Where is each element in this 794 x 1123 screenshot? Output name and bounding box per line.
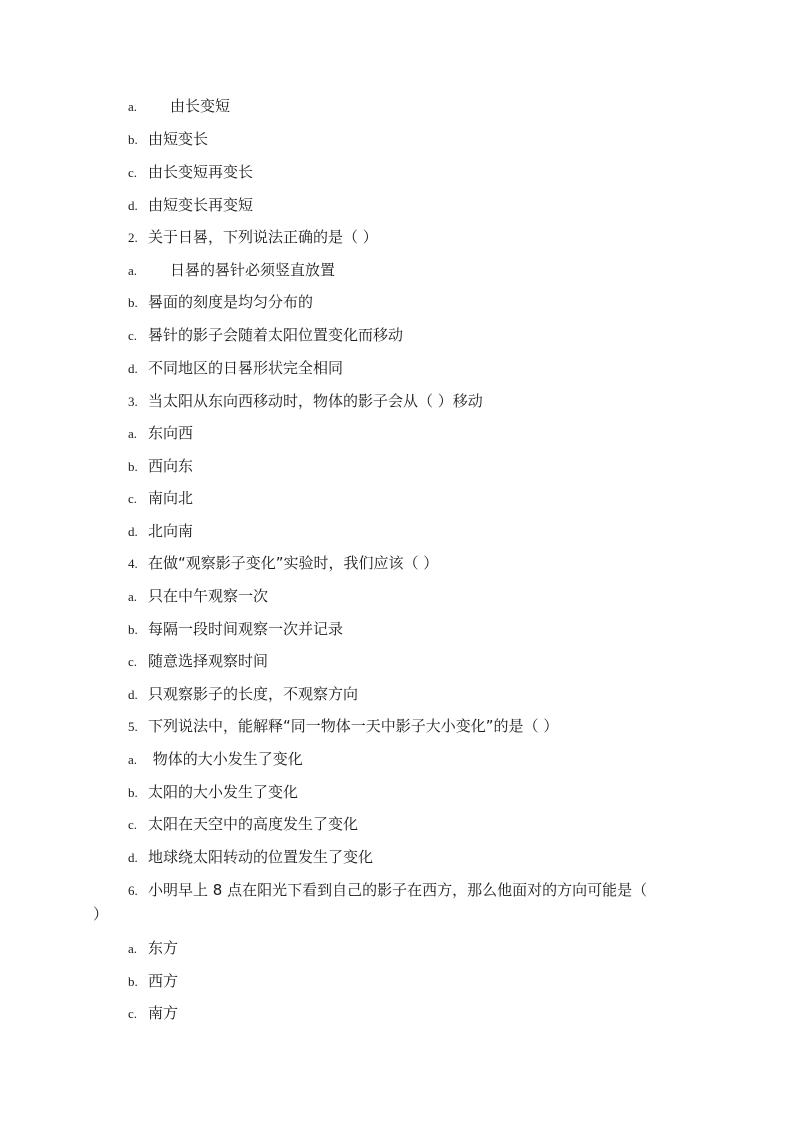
option-marker: a. [128,99,138,114]
option-text: 由长变短 [170,97,231,115]
question-line [128,228,378,247]
option-text: 由长变短再变长 [148,163,254,181]
option-marker: a. [128,589,138,604]
option-marker: a. [128,941,138,956]
question-text: 关于日晷，下列说法正确的是（ ） [148,228,378,246]
option-line [128,489,193,508]
option-line [128,972,178,991]
option-marker: d. [128,687,138,702]
question-number: 3. [128,394,138,409]
option-line [128,163,253,182]
option-text: 晷面的刻度是均匀分布的 [148,293,314,311]
option-text: 日晷的晷针必须竖直放置 [170,261,336,279]
option-marker: c. [128,654,138,669]
option-line [128,196,253,215]
option-marker: d. [128,198,138,213]
option-line [128,783,298,802]
option-marker: b. [128,785,138,800]
option-marker: c. [128,491,138,506]
option-line [128,620,343,639]
question-text: 当太阳从东向西移动时，物体的影子会从（ ）移动 [148,392,483,410]
option-marker: a. [128,426,138,441]
option-marker: d. [128,361,138,376]
question-text: 在做“观察影子变化”实验时，我们应该（ ） [148,554,439,572]
option-text: 西方 [148,972,179,990]
question-number: 2. [128,230,138,245]
option-text: 地球绕太阳转动的位置发生了变化 [148,848,374,866]
question-line [128,881,647,900]
option-line [128,848,373,867]
option-text: 随意选择观察时间 [148,652,269,670]
option-marker: c. [128,817,138,832]
option-text: 晷针的影子会随着太阳位置变化而移动 [148,326,404,344]
option-line [128,522,193,541]
option-line [128,326,403,345]
option-line [128,359,343,378]
option-marker: c. [128,328,138,343]
option-text: 物体的大小发生了变化 [148,750,303,768]
question-line [128,717,558,736]
option-text: 东方 [148,939,179,957]
question-line [128,554,438,573]
option-text: 由短变长 [148,130,209,148]
option-line [128,457,193,476]
option-text: 西向东 [148,457,194,475]
option-marker: a. [128,263,138,278]
option-text: 每隔一段时间观察一次并记录 [148,620,344,638]
option-text: 太阳在天空中的高度发生了变化 [148,815,359,833]
option-line [128,293,313,312]
option-marker: c. [128,165,138,180]
option-text: 南向北 [148,489,194,507]
option-line [128,939,178,958]
option-text: 只在中午观察一次 [148,587,269,605]
question-number: 5. [128,719,138,734]
option-text: 东向西 [148,424,194,442]
option-marker: b. [128,974,138,989]
option-line [128,750,303,769]
option-line [128,685,358,704]
option-line [128,652,268,671]
option-text: 只观察影子的长度，不观察方向 [148,685,359,703]
option-marker: b. [128,295,138,310]
option-text: 由短变长再变短 [148,196,254,214]
option-marker: b. [128,132,138,147]
option-marker: d. [128,524,138,539]
option-line [128,815,358,834]
option-marker: d. [128,850,138,865]
option-line [128,1004,178,1023]
option-text: 太阳的大小发生了变化 [148,783,299,801]
option-marker: b. [128,622,138,637]
question-text: 小明早上 8 点在阳光下看到自己的影子在西方，那么他面对的方向可能是（ [148,881,648,899]
option-text: 不同地区的日晷形状完全相同 [148,359,344,377]
option-text: 北向南 [148,522,194,540]
option-marker: c. [128,1006,138,1021]
option-line [128,424,193,443]
option-text: 南方 [148,1004,179,1022]
question-line [128,392,483,411]
question-number: 4. [128,556,138,571]
option-line [128,261,335,280]
question-text: 下列说法中，能解释“同一物体一天中影子大小变化”的是（ ） [148,717,559,735]
option-line [128,97,230,116]
option-line [128,587,268,606]
option-marker: b. [128,459,138,474]
question-number: 6. [128,883,138,898]
question-continuation: ） [93,905,109,923]
option-line [128,130,208,149]
option-marker: a. [128,752,138,767]
